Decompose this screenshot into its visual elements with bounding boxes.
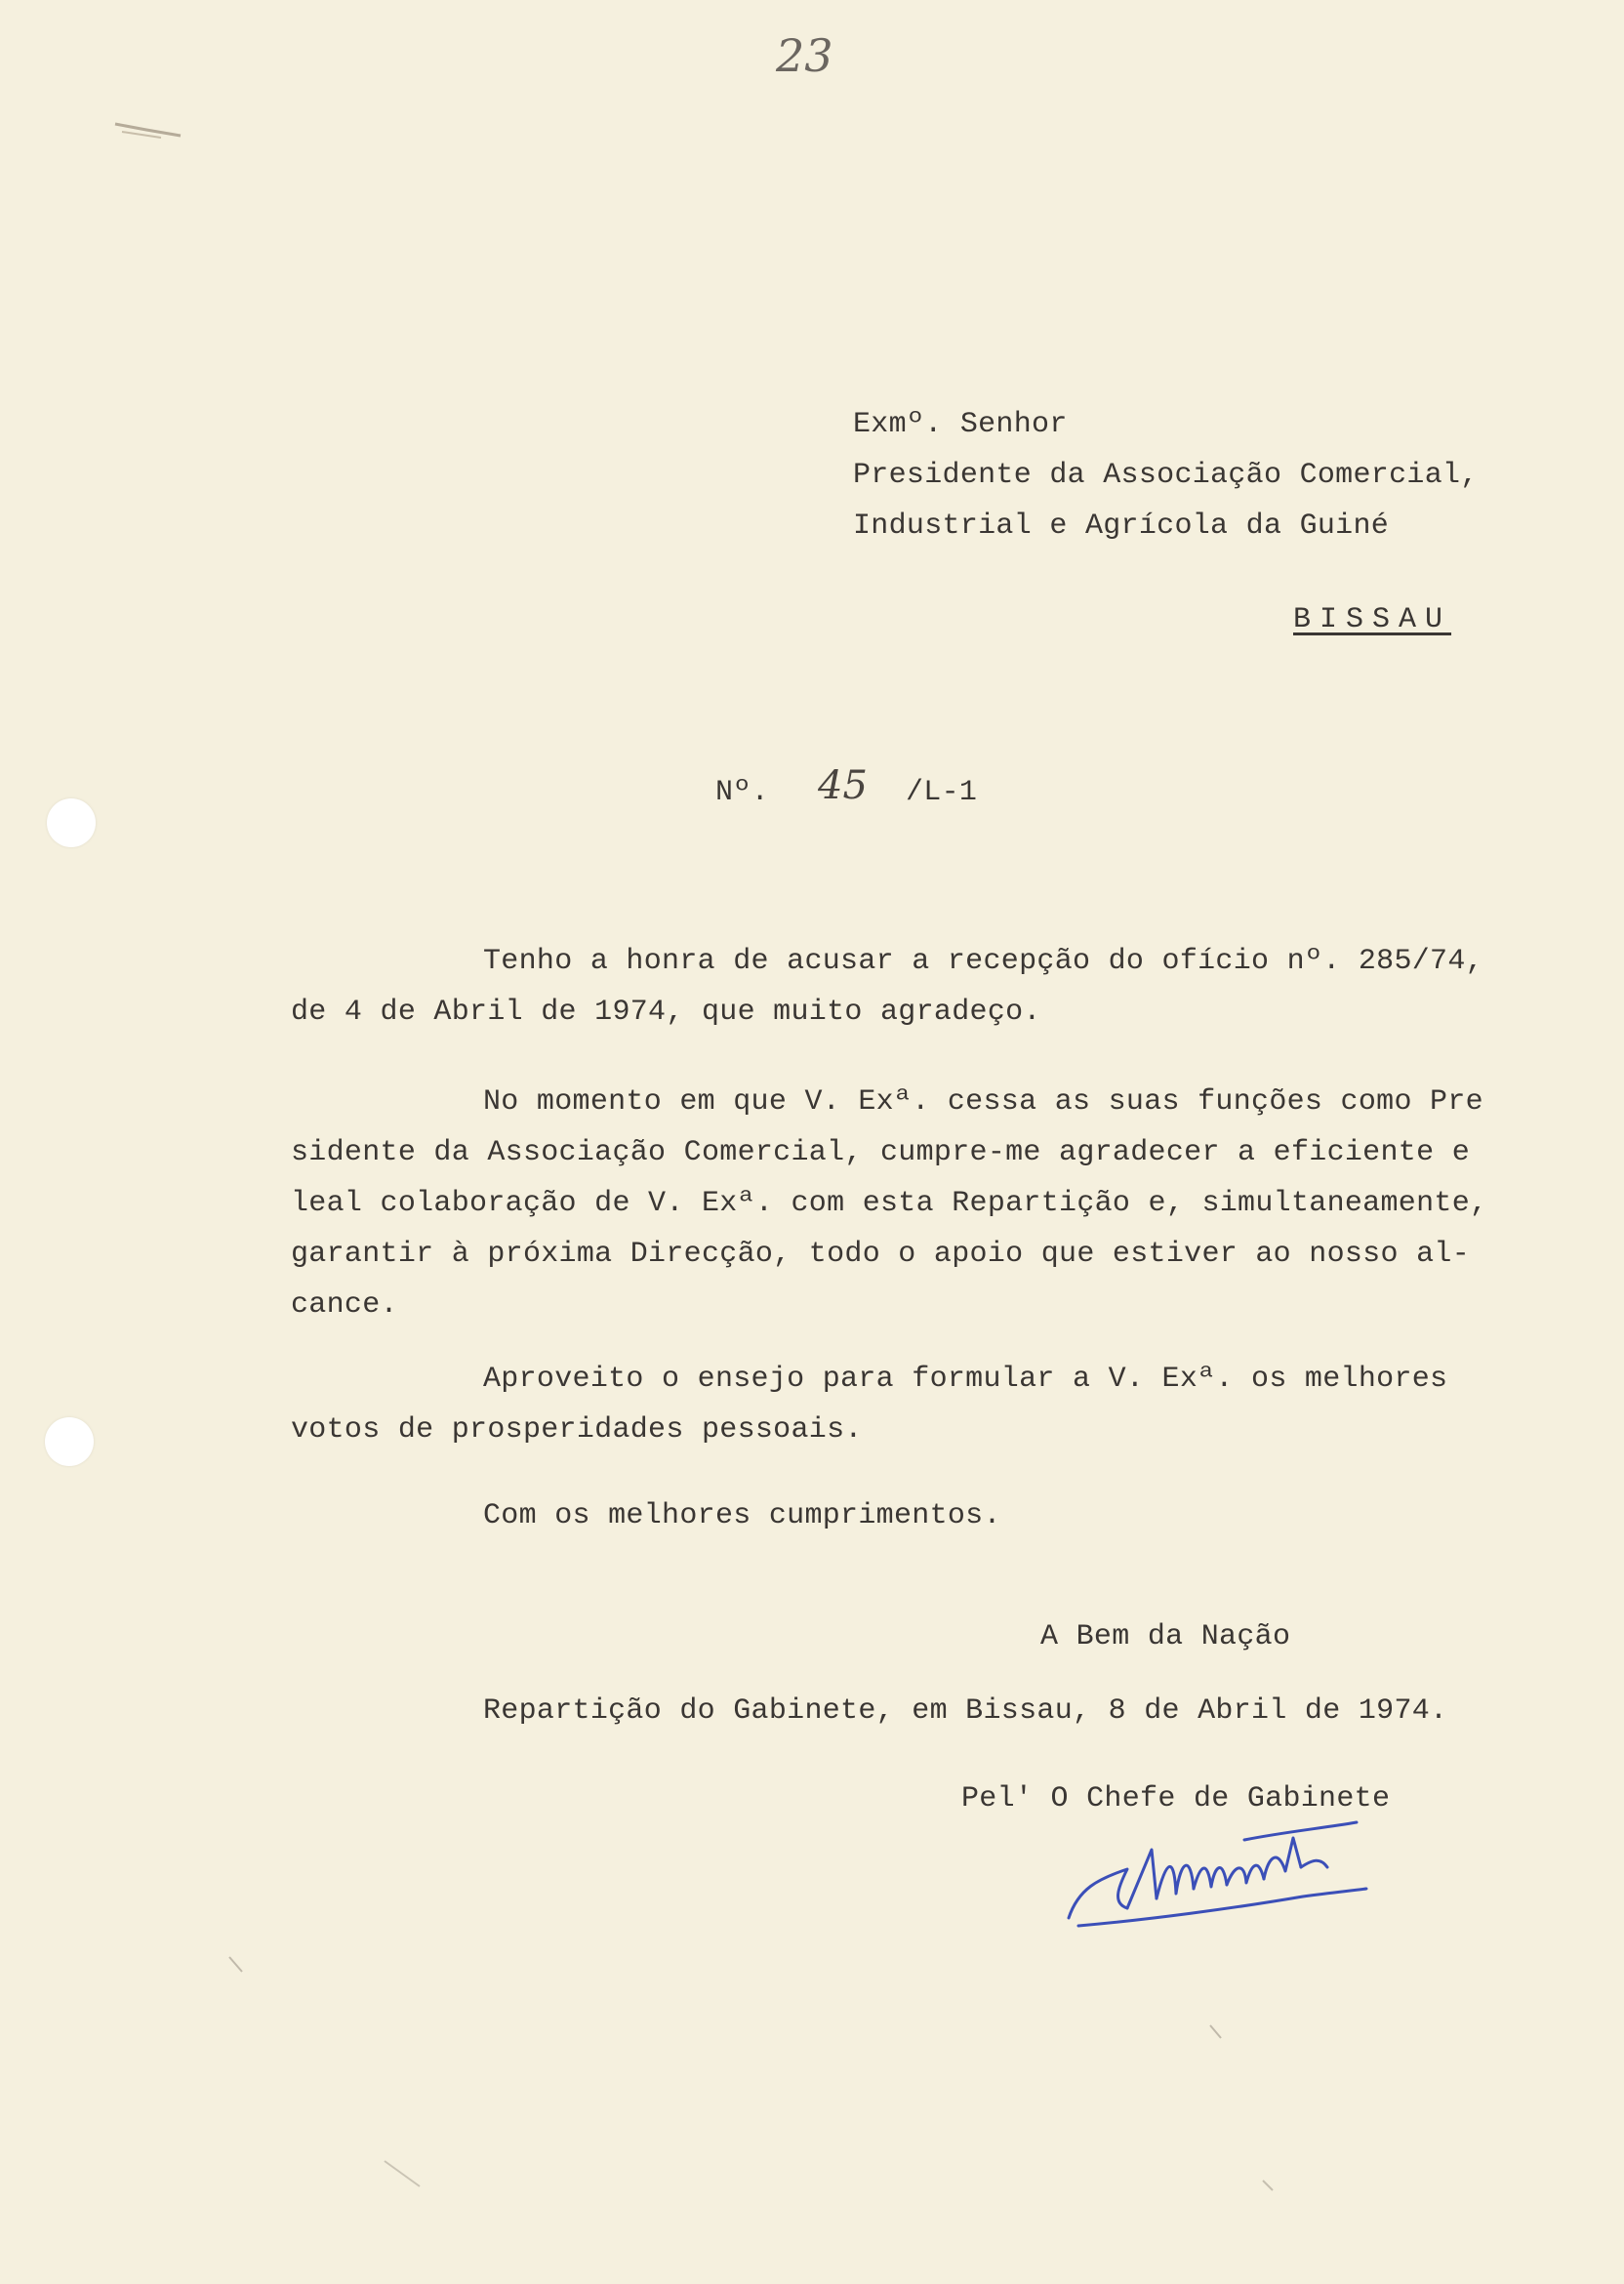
closing-signatory: Pel' O Chefe de Gabinete — [961, 1782, 1391, 1815]
body-paragraph-2-line-2: sidente da Associação Comercial, cumpre-me agradecer a eficiente e — [291, 1136, 1470, 1169]
addressee-organization: Industrial e Agrícola da Guiné — [853, 510, 1390, 543]
body-paragraph-3-line-2: votos de prosperidades pessoais. — [291, 1413, 863, 1447]
body-paragraph-2-line-5: cance. — [291, 1288, 398, 1322]
body-paragraph-3-line-1: Aproveito o ensejo para formular a V. Exª. os melhores — [483, 1363, 1448, 1396]
speck-4 — [381, 2157, 439, 2196]
reference-suffix: /L-1 — [906, 776, 978, 809]
reference-prefix: Nº. — [715, 776, 769, 809]
speck-3 — [1259, 2177, 1288, 2206]
page-number: 23 — [776, 29, 833, 82]
addressee-title: Presidente da Associação Comercial, — [853, 459, 1479, 492]
closing-motto: A Bem da Nação — [1040, 1620, 1291, 1653]
body-paragraph-1-line-1: Tenho a honra de acusar a recepção do ofício nº. 285/74, — [483, 945, 1483, 978]
body-paragraph-4: Com os melhores cumprimentos. — [483, 1499, 1001, 1532]
body-paragraph-2-line-3: leal colaboração de V. Exª. com esta Repartição e, simultaneamente, — [291, 1187, 1488, 1220]
addressee-city: BISSAU — [1293, 603, 1452, 636]
closing-place-date: Repartição do Gabinete, em Bissau, 8 de Abril de 1974. — [483, 1694, 1448, 1728]
body-paragraph-1-line-2: de 4 de Abril de 1974, que muito agradeço. — [291, 996, 1041, 1029]
signature — [1059, 1811, 1381, 1957]
reference-number: 45 — [818, 763, 868, 808]
speck-1 — [224, 1952, 264, 1991]
stain-mark — [107, 102, 205, 151]
punch-hole-bottom — [45, 1417, 94, 1466]
addressee-salutation: Exmº. Senhor — [853, 408, 1068, 441]
body-paragraph-2-line-4: garantir à próxima Direcção, todo o apoio que estiver ao nosso al- — [291, 1238, 1470, 1271]
body-paragraph-2-line-1: No momento em que V. Exª. cessa as suas funções como Pre — [483, 1085, 1483, 1119]
punch-hole-top — [47, 798, 96, 847]
speck-2 — [1205, 2020, 1244, 2060]
